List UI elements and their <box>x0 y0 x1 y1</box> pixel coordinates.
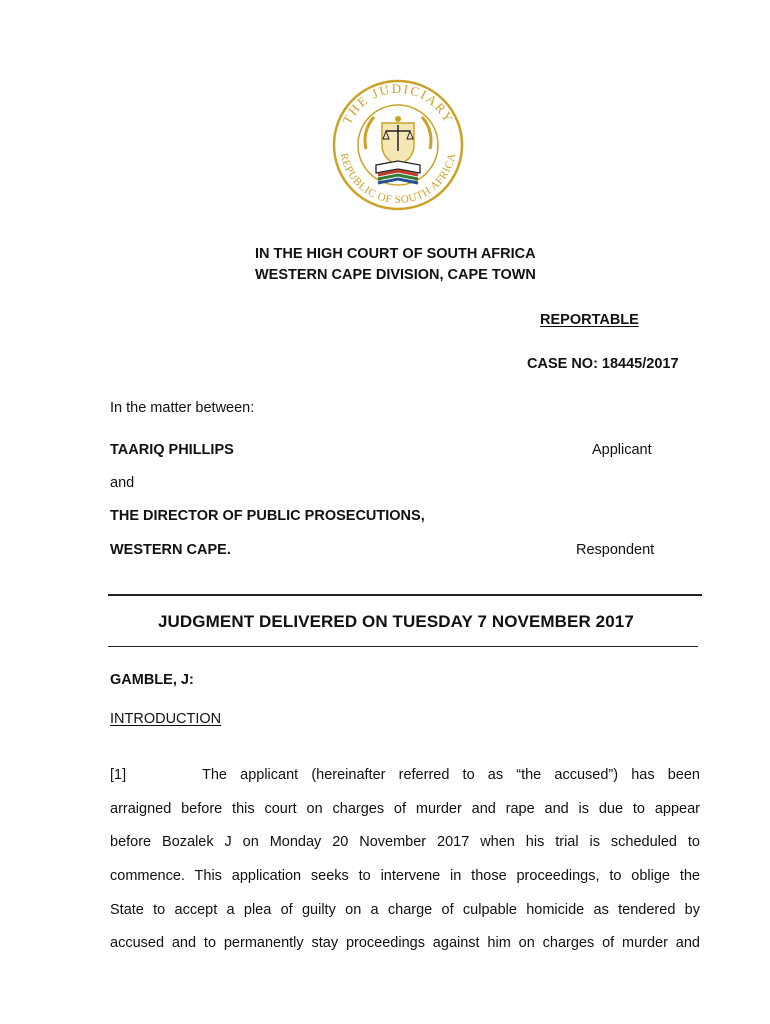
court-division: WESTERN CAPE DIVISION, CAPE TOWN <box>255 267 536 283</box>
judge-name: GAMBLE, J: <box>110 672 194 688</box>
divider-top <box>108 594 702 596</box>
judgment-title: JUDGMENT DELIVERED ON TUESDAY 7 NOVEMBER 2017 <box>158 612 634 631</box>
paragraph-line: State to accept a plea of guilty on a charge of culpable homicide as tendered by <box>110 902 700 918</box>
respondent-name-line1: THE DIRECTOR OF PUBLIC PROSECUTIONS, <box>110 508 425 524</box>
paragraph-line: arraigned before this court on charges of murder and rape and is due to appear <box>110 801 700 817</box>
respondent-name-line2: WESTERN CAPE. <box>110 542 231 558</box>
seal-bottom-text: REPUBLIC OF SOUTH AFRICA <box>337 151 459 207</box>
judiciary-seal <box>326 79 470 211</box>
respondent-role: Respondent <box>576 542 655 558</box>
judiciary-seal-icon <box>326 79 470 211</box>
paragraph-first-line: The applicant (hereinafter referred to as “the accused”) has been <box>202 767 700 783</box>
paragraph-line: commence. This application seeks to intervene in those proceedings, to oblige the <box>110 868 700 884</box>
reportable-label: REPORTABLE <box>540 312 639 328</box>
court-name: IN THE HIGH COURT OF SOUTH AFRICA <box>255 246 536 262</box>
matter-intro: In the matter between: <box>110 400 255 416</box>
paragraph-number: [1] <box>110 767 127 783</box>
paragraph-line: accused and to permanently stay proceedings against him on charges of murder and <box>110 935 700 951</box>
applicant-role: Applicant <box>592 442 652 458</box>
section-heading: INTRODUCTION <box>110 711 222 727</box>
applicant-name: TAARIQ PHILLIPS <box>110 442 234 458</box>
paragraph-line: before Bozalek J on Monday 20 November 2017 when his trial is scheduled to <box>110 834 700 850</box>
conjunction: and <box>110 475 135 491</box>
seal-top-text: THE JUDICIARY <box>339 80 457 127</box>
case-number: CASE NO: 18445/2017 <box>527 356 679 372</box>
divider-bottom <box>108 646 698 647</box>
